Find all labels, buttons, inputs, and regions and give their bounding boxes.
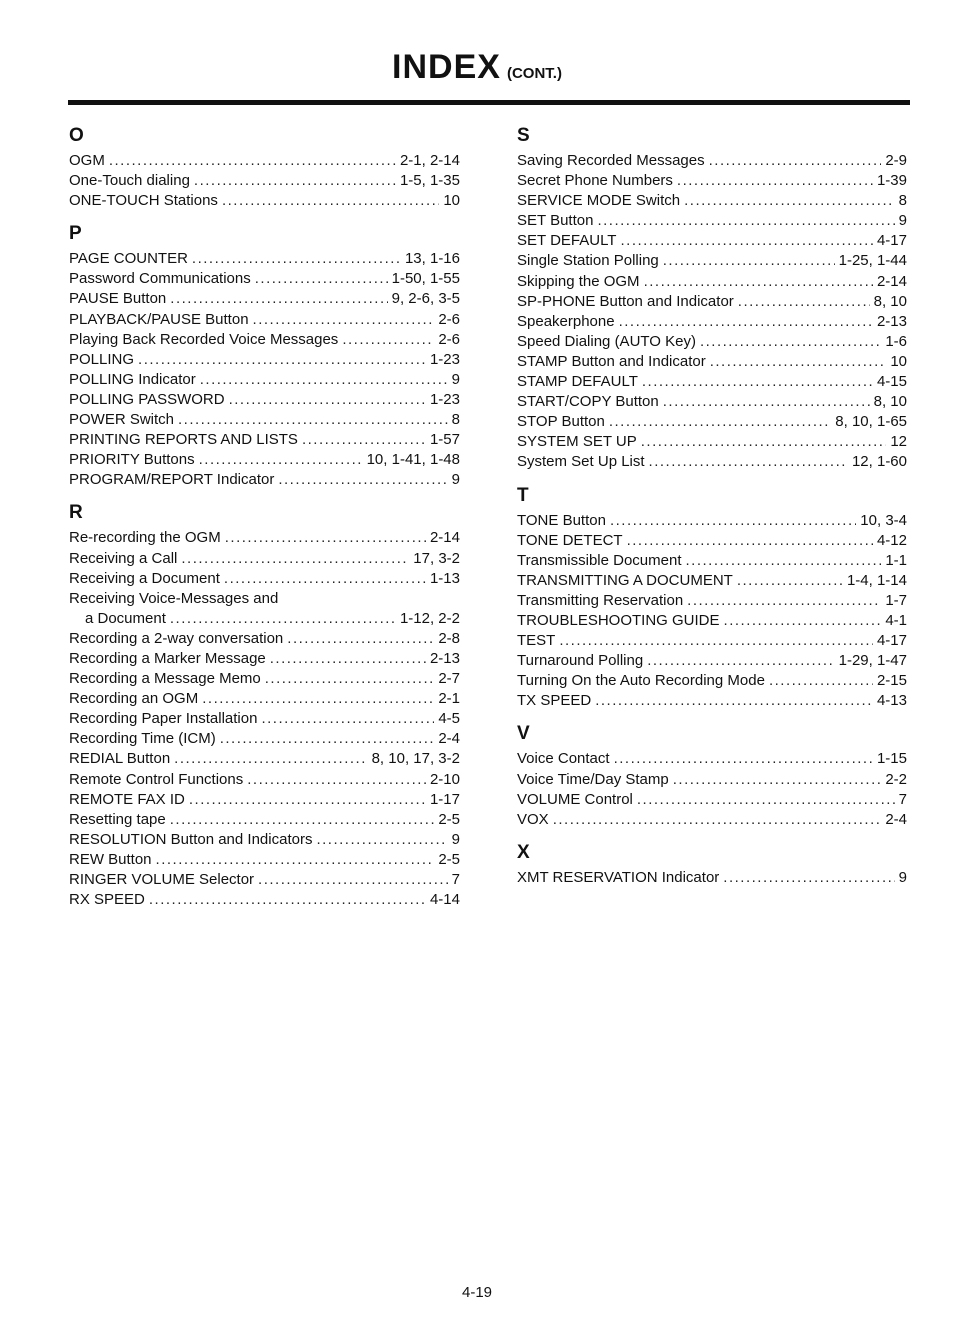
index-entry: [69, 689, 460, 709]
dot-leader: [258, 870, 448, 890]
dot-leader: [737, 571, 843, 591]
entry-term: POLLING PASSWORD: [69, 390, 225, 408]
entry-page: 8, 10: [873, 393, 907, 411]
entry-term: REMOTE FAX ID: [69, 790, 185, 808]
entry-page: 2-15: [876, 672, 907, 690]
index-column-left: [69, 126, 460, 910]
index-section-o: [69, 126, 460, 211]
index-column-right: [517, 126, 907, 888]
entry-term: PAUSE Button: [69, 290, 167, 308]
index-entry: [517, 790, 907, 810]
index-entry: [69, 390, 460, 410]
index-entry: [69, 171, 460, 191]
entry-page: 1-57: [429, 431, 460, 449]
dot-leader: [627, 531, 873, 551]
entry-term: TX SPEED: [517, 692, 592, 710]
entry-term: Recording Time (ICM): [69, 730, 216, 748]
index-entry: [517, 292, 907, 312]
entry-page: 4-15: [876, 373, 907, 391]
index-entry: [69, 430, 460, 450]
entry-term: Recording a Message Memo: [69, 670, 261, 688]
dot-leader: [253, 310, 435, 330]
entry-term: PLAYBACK/PAUSE Button: [69, 310, 249, 328]
title-rule: [68, 100, 910, 105]
entry-term: System Set Up List: [517, 453, 645, 471]
entry-page: 12: [890, 433, 907, 451]
entry-page: 2-8: [438, 629, 460, 647]
entry-page: 2-10: [429, 770, 460, 788]
index-entry: [517, 591, 907, 611]
index-entry: [517, 211, 907, 231]
entry-term: TROUBLESHOOTING GUIDE: [517, 611, 720, 629]
index-entry: [69, 569, 460, 589]
index-entry: [517, 452, 907, 472]
section-letter: R: [69, 502, 83, 524]
entry-term: XMT RESERVATION Indicator: [517, 868, 720, 886]
entry-page: 1-4, 1-14: [846, 571, 907, 589]
entry-page: 4-14: [429, 891, 460, 909]
dot-leader: [614, 749, 873, 769]
dot-leader: [200, 370, 448, 390]
index-entry: [517, 251, 907, 271]
entry-term: Skipping the OGM: [517, 272, 640, 290]
entry-term: Speed Dialing (AUTO Key): [517, 332, 696, 350]
entry-page: 2-14: [876, 272, 907, 290]
entry-term: SET Button: [517, 212, 594, 230]
index-entry: [69, 330, 460, 350]
entry-term: PAGE COUNTER: [69, 250, 188, 268]
index-entry: [69, 589, 460, 609]
index-entry: [69, 609, 460, 629]
entry-term: Voice Time/Day Stamp: [517, 770, 669, 788]
dot-leader: [724, 611, 882, 631]
index-entry: [69, 629, 460, 649]
entry-term: Transmissible Document: [517, 551, 682, 569]
entry-page: 1-23: [429, 390, 460, 408]
entry-term: Turning On the Auto Recording Mode: [517, 672, 765, 690]
entry-term: START/COPY Button: [517, 393, 659, 411]
index-entry: [69, 350, 460, 370]
index-entry: [517, 631, 907, 651]
index-entry: [517, 651, 907, 671]
entry-page: 2-2: [885, 770, 907, 788]
index-subtitle: (CONT.): [506, 65, 562, 82]
index-entry: [69, 269, 460, 289]
dot-leader: [647, 651, 834, 671]
dot-leader: [181, 549, 409, 569]
dot-leader: [637, 790, 895, 810]
entry-page: 9: [451, 830, 460, 848]
entry-page: 2-9: [885, 152, 907, 169]
dot-leader: [642, 372, 873, 392]
index-entry: [517, 531, 907, 551]
entry-page: 1-7: [885, 591, 907, 609]
entry-term: Single Station Polling: [517, 252, 659, 270]
index-entry: [517, 671, 907, 691]
dot-leader: [189, 790, 426, 810]
dot-leader: [610, 511, 856, 531]
entry-page: 1-12, 2-2: [399, 609, 460, 627]
index-entry: [517, 571, 907, 591]
entry-term: Recording a 2-way conversation: [69, 629, 284, 647]
index-entry: [517, 749, 907, 769]
entry-page: 2-6: [438, 310, 460, 328]
entry-term: Recording Paper Installation: [69, 710, 258, 728]
entry-page: 7: [451, 871, 460, 888]
entry-page: 2-4: [885, 810, 907, 828]
section-letter: P: [69, 223, 82, 245]
dot-leader: [619, 312, 873, 332]
entry-term: Remote Control Functions: [69, 770, 244, 788]
dot-leader: [609, 412, 831, 432]
dot-leader: [270, 649, 426, 669]
dot-leader: [174, 749, 367, 769]
entry-page: 10: [443, 192, 460, 210]
entry-page: 9: [451, 471, 460, 489]
entry-page: 1-6: [885, 332, 907, 350]
entry-page: 8, 10, 17, 3-2: [371, 750, 460, 768]
index-section-t: [517, 486, 907, 712]
dot-leader: [247, 770, 426, 790]
entry-page: 9: [451, 370, 460, 388]
dot-leader: [686, 551, 882, 571]
dot-leader: [342, 330, 434, 350]
entry-term: TONE Button: [517, 511, 606, 529]
dot-leader: [677, 171, 873, 191]
dot-leader: [620, 231, 872, 251]
entry-page: 4-13: [876, 692, 907, 710]
index-section-s: [517, 126, 907, 473]
page-title: [0, 50, 954, 84]
index-entry: [517, 312, 907, 332]
entry-term: STAMP Button and Indicator: [517, 352, 706, 370]
dot-leader: [170, 609, 396, 629]
entry-page: 7: [898, 790, 907, 808]
dot-leader: [769, 671, 873, 691]
entry-page: 17, 3-2: [413, 549, 460, 567]
entry-page: 4-17: [876, 632, 907, 650]
dot-leader: [649, 452, 848, 472]
index-entry: [517, 372, 907, 392]
dot-leader: [255, 269, 388, 289]
entry-page: 4-1: [885, 611, 907, 629]
entry-page: 8: [898, 192, 907, 210]
index-entry: [517, 332, 907, 352]
dot-leader: [663, 251, 835, 271]
index-entry: [69, 749, 460, 769]
index-entry: [69, 890, 460, 910]
entry-term: TONE DETECT: [517, 531, 623, 549]
index-entry: [69, 830, 460, 850]
entry-page: 2-7: [438, 670, 460, 688]
entry-term: Resetting tape: [69, 810, 166, 828]
index-entry: [69, 850, 460, 870]
index-entry: [517, 551, 907, 571]
entry-page: 2-5: [438, 850, 460, 868]
index-entry: [69, 310, 460, 330]
entry-page: 9: [898, 212, 907, 230]
index-entry: [69, 870, 460, 890]
entry-term: One-Touch dialing: [69, 172, 190, 190]
dot-leader: [225, 528, 426, 548]
entry-page: 4-12: [876, 531, 907, 549]
page-number: 4-19: [461, 1284, 493, 1301]
entry-term: a Document: [85, 609, 166, 627]
index-entry: [69, 191, 460, 211]
dot-leader: [194, 171, 396, 191]
entry-page: 1-13: [429, 569, 460, 587]
entry-term: Password Communications: [69, 270, 251, 288]
index-title: INDEX: [392, 48, 501, 86]
index-entry: [517, 511, 907, 531]
entry-term: STOP Button: [517, 413, 605, 431]
entry-term: SP-PHONE Button and Indicator: [517, 292, 734, 310]
entry-term: Recording an OGM: [69, 690, 199, 708]
dot-leader: [700, 332, 881, 352]
dot-leader: [710, 352, 887, 372]
entry-term: REDIAL Button: [69, 750, 171, 768]
dot-leader: [178, 410, 448, 430]
entry-term: VOLUME Control: [517, 790, 633, 808]
entry-page: 1-39: [876, 172, 907, 190]
entry-page: 2-6: [438, 330, 460, 348]
entry-page: 1-1: [885, 551, 907, 569]
index-section-r: [69, 503, 460, 910]
index-entry: [69, 549, 460, 569]
index-entry: [69, 249, 460, 269]
dot-leader: [265, 669, 435, 689]
entry-page: 1-50, 1-55: [391, 270, 460, 288]
entry-page: 2-4: [438, 730, 460, 748]
entry-term: REW Button: [69, 850, 152, 868]
index-entry: [69, 528, 460, 548]
entry-page: 8: [451, 411, 460, 429]
section-letter: S: [517, 125, 530, 146]
entry-term: PRINTING REPORTS AND LISTS: [69, 431, 298, 449]
index-section-v: [517, 724, 907, 829]
entry-page: 10, 3-4: [860, 511, 907, 529]
index-entry: [69, 729, 460, 749]
index-entry: [69, 709, 460, 729]
entry-page: 8, 10, 1-65: [835, 413, 907, 431]
dot-leader: [278, 470, 447, 490]
entry-term: SET DEFAULT: [517, 232, 617, 250]
entry-term: PROGRAM/REPORT Indicator: [69, 471, 275, 489]
entry-term: Recording a Marker Message: [69, 649, 266, 667]
index-entry: [517, 272, 907, 292]
entry-term: POWER Switch: [69, 411, 175, 429]
entry-term: Speakerphone: [517, 312, 615, 330]
entry-page: 1-25, 1-44: [838, 252, 907, 270]
entry-term: Secret Phone Numbers: [517, 172, 673, 190]
dot-leader: [709, 151, 882, 171]
entry-term: Re-recording the OGM: [69, 529, 221, 547]
entry-page: 4-5: [438, 710, 460, 728]
entry-term: RINGER VOLUME Selector: [69, 871, 255, 888]
index-entry: [69, 450, 460, 470]
entry-term: SERVICE MODE Switch: [517, 192, 681, 210]
dot-leader: [673, 770, 882, 790]
entry-term: Receiving a Document: [69, 569, 220, 587]
entry-term: VOX: [517, 810, 549, 828]
index-entry: [517, 191, 907, 211]
entry-term: Voice Contact: [517, 750, 610, 768]
index-entry: [69, 370, 460, 390]
entry-term: ONE-TOUCH Stations: [69, 192, 218, 210]
dot-leader: [641, 432, 887, 452]
section-letter: O: [69, 125, 84, 146]
dot-leader: [109, 151, 396, 171]
entry-page: 10: [890, 352, 907, 370]
dot-leader: [138, 350, 426, 370]
entry-page: 2-14: [429, 529, 460, 547]
dot-leader: [229, 390, 426, 410]
entry-term: Receiving a Call: [69, 549, 178, 567]
index-entry: [69, 410, 460, 430]
entry-term: STAMP DEFAULT: [517, 373, 638, 391]
entry-page: 12, 1-60: [851, 453, 907, 471]
dot-leader: [220, 729, 435, 749]
entry-term: PRIORITY Buttons: [69, 451, 195, 469]
dot-leader: [553, 810, 882, 830]
entry-page: 1-29, 1-47: [838, 652, 907, 670]
index-entry: [517, 691, 907, 711]
dot-leader: [149, 890, 426, 910]
entry-page: 13, 1-16: [404, 250, 460, 268]
index-entry: [517, 352, 907, 372]
index-entry: [517, 151, 907, 171]
index-entry: [69, 790, 460, 810]
entry-term: TRANSMITTING A DOCUMENT: [517, 571, 733, 589]
dot-leader: [170, 289, 387, 309]
section-letter: X: [517, 841, 530, 863]
entry-term: POLLING: [69, 350, 135, 368]
entry-term: RX SPEED: [69, 891, 145, 909]
entry-page: 2-13: [876, 312, 907, 330]
index-entry: [69, 470, 460, 490]
dot-leader: [287, 629, 434, 649]
section-letter: V: [517, 723, 530, 745]
index-entry: [69, 289, 460, 309]
dot-leader: [723, 868, 894, 888]
entry-page: 4-17: [876, 232, 907, 250]
index-entry: [517, 770, 907, 790]
index-entry: [69, 151, 460, 171]
index-section-x: [517, 843, 907, 888]
entry-term: Receiving Voice-Messages and: [69, 589, 279, 607]
index-entry: [517, 432, 907, 452]
dot-leader: [199, 450, 363, 470]
entry-page: 8, 10: [873, 292, 907, 310]
entry-page: 2-1, 2-14: [399, 152, 460, 169]
entry-term: Turnaround Polling: [517, 652, 644, 670]
dot-leader: [738, 292, 870, 312]
section-letter: T: [517, 484, 529, 506]
dot-leader: [684, 191, 895, 211]
dot-leader: [316, 830, 447, 850]
entry-term: TEST: [517, 632, 556, 650]
dot-leader: [687, 591, 881, 611]
dot-leader: [302, 430, 426, 450]
dot-leader: [156, 850, 435, 870]
dot-leader: [261, 709, 434, 729]
entry-term: SYSTEM SET UP: [517, 433, 637, 451]
index-entry: [69, 669, 460, 689]
dot-leader: [595, 691, 873, 711]
index-entry: [517, 810, 907, 830]
index-entry: [517, 868, 907, 888]
entry-page: 1-5, 1-35: [399, 172, 460, 190]
index-entry: [517, 611, 907, 631]
dot-leader: [597, 211, 894, 231]
entry-term: Playing Back Recorded Voice Messages: [69, 330, 339, 348]
index-entry: [517, 231, 907, 251]
dot-leader: [559, 631, 873, 651]
entry-page: 10, 1-41, 1-48: [366, 451, 460, 469]
dot-leader: [224, 569, 426, 589]
entry-page: 1-17: [429, 790, 460, 808]
dot-leader: [170, 810, 435, 830]
entry-page: 1-15: [876, 750, 907, 768]
entry-term: Saving Recorded Messages: [517, 152, 705, 169]
entry-page: 2-1: [438, 690, 460, 708]
dot-leader: [644, 272, 873, 292]
entry-page: 2-13: [429, 649, 460, 667]
entry-term: POLLING Indicator: [69, 370, 196, 388]
dot-leader: [202, 689, 434, 709]
index-entry: [517, 171, 907, 191]
entry-page: 2-5: [438, 810, 460, 828]
dot-leader: [192, 249, 401, 269]
dot-leader: [663, 392, 870, 412]
index-entry: [69, 770, 460, 790]
index-entry: [517, 412, 907, 432]
index-entry: [69, 649, 460, 669]
entry-page: 9, 2-6, 3-5: [391, 290, 460, 308]
index-entry: [517, 392, 907, 412]
index-section-p: [69, 224, 460, 490]
entry-term: Transmitting Reservation: [517, 591, 684, 609]
entry-term: OGM: [69, 152, 105, 169]
entry-page: 9: [898, 868, 907, 886]
entry-term: RESOLUTION Button and Indicators: [69, 830, 313, 848]
dot-leader: [222, 191, 439, 211]
entry-page: 1-23: [429, 350, 460, 368]
index-entry: [69, 810, 460, 830]
